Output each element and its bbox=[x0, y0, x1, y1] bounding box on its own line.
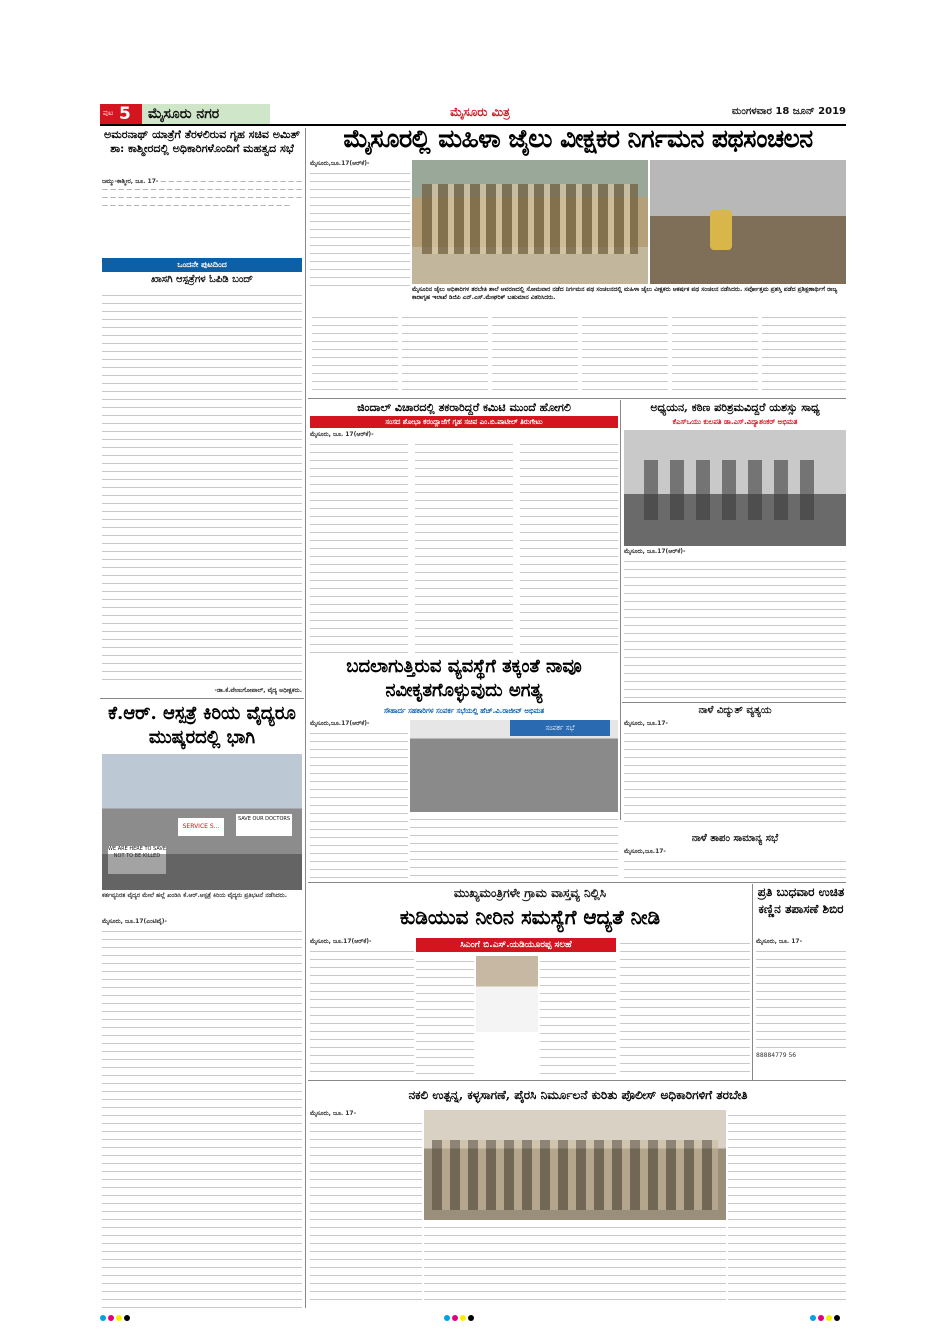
village-dateline: ಮೈಸೂರು, ಜೂ.17(ಆರ್‌ಕೆ)- bbox=[310, 938, 372, 945]
amit-shah-headline: ಅಮರನಾಥ್ ಯಾತ್ರೆಗೆ ತೆರಳಲಿರುವ ಗೃಹ ಸಚಿವ ಅಮಿತ್ ಶಾ: ಕಾಶ್ಮೀರದಲ್ಲಿ ಅಧಿಕಾರಿಗಳೊಂದಿಗೆ ಮಹತ್ವದ ಸಭೆ bbox=[104, 128, 300, 155]
village-body-2 bbox=[416, 956, 474, 1078]
jindal-headline: ಜಿಂದಾಲ್ ವಿಚಾರದಲ್ಲಿ ತಕರಾರಿದ್ದರೆ ಕಮಿಟಿ ಮುಂದೆ ಹೋಗಲಿ bbox=[357, 401, 571, 414]
registration-marks-left bbox=[100, 1306, 132, 1325]
kr-hospital-dateline: ಮೈಸೂರು, ಜೂ.17(ಎಂಟಿವೈ)- bbox=[102, 918, 168, 925]
change-subhead: ಸೌಹಾರ್ದ ಸಹಕಾರಿಗಳ ಸಂಪರ್ಕ ಸಭೆಯಲ್ಲಿ ಹೆಚ್.ವಿ.ರಾಜೀವ್ ಅಭಿಮತ bbox=[383, 707, 545, 715]
protest-sign-1: SERVICE S... bbox=[178, 818, 224, 836]
change-dateline: ಮೈಸೂರು,ಜೂ.17(ಆರ್‌ಕೆ)- bbox=[310, 720, 370, 727]
story2-signoff: -ಡಾ.ಕೆ.ವೇಣುಗೋಪಾಲ್, ವೈದ್ಯ ಅಧೀಕ್ಷಕರು. bbox=[214, 687, 302, 694]
police-body-right bbox=[728, 1110, 846, 1300]
power-dateline: ಮೈಸೂರು, ಜೂ.17- bbox=[624, 720, 669, 727]
doctors-protest-photo bbox=[102, 754, 302, 890]
study-dateline: ಮೈಸೂರು, ಜೂ.17(ಆರ್‌ಕೆ)- bbox=[624, 548, 686, 555]
page-label: ಪುಟ bbox=[103, 109, 114, 117]
change-photo bbox=[410, 720, 618, 812]
study-headline: ಅಧ್ಯಯನ, ಕಠಿಣ ಪರಿಶ್ರಮವಿದ್ದರೆ ಯಶಸ್ಸು ಸಾಧ್ಯ bbox=[650, 401, 820, 414]
main-story-columns bbox=[310, 312, 846, 396]
change-body-left bbox=[310, 720, 408, 880]
change-banner: ಸಂಪರ್ಕ ಸಭೆ bbox=[510, 720, 610, 736]
eye-camp-phone: 88884779 56 bbox=[756, 1052, 797, 1059]
story2-headline: ಖಾಸಗಿ ಆಸ್ಪತ್ರೆಗಳ ಓಪಿಡಿ ಬಂದ್ bbox=[150, 274, 253, 285]
paper-name: ಮೈಸೂರು ಮಿತ್ರ bbox=[450, 105, 510, 119]
story2-body bbox=[102, 290, 302, 685]
amit-shah-body: ಜಮ್ಮು-ಕಾಶ್ಮೀರ, ಜೂ. 17- — — — — — — — — — — — — — — — — — — — — — — — — — — — — — — — — — — — — — — — — — — — — — — — — — — — — — — — — — — — — — — — — — — — — — — — — — — — — — — — — — — — — — — — — — — — — bbox=[102, 178, 302, 209]
main-caption: ಮೈಸೂರಿನ ಜೈಲು ಅಧಿಕಾರಿಗಳ ತರಬೇತಿ ಶಾಲೆ ಆವರಣದಲ್ಲಿ ಸೋಮವಾರ ನಡೆದ ನಿರ್ಗಮನ ಪಥ ಸಂಚಲನದಲ್ಲಿ ಮಹಿಳಾ ಜೈಲು ವೀಕ್ಷಕರು ಆಕರ್ಷಕ ಪಥ ಸಂಚಲನ ನಡೆಸಿದರು. ಸರ್ವೋತ್ತಮ ಪ್ರಶಸ್ತಿ ಪಡೆದ ಪ್ರಶಿಕ್ಷಣಾರ್ಥಿಗೆ ರಾಜ್ಯ ಕಾರಾಗೃಹ ಇಲಾಖೆ ಡಿಜಿಪಿ ಎನ್.ಎಸ್.ಮೇಘರಿಕ್ ಬಹುಮಾನ ವಿತರಿಸಿದರು. bbox=[412, 286, 838, 301]
eye-camp-dateline: ಮೈಸೂರು, ಜೂ. 17- bbox=[756, 938, 803, 945]
yeddyurappa-photo bbox=[476, 956, 538, 1032]
protest-sign-2: SAVE OUR DOCTORS bbox=[236, 814, 292, 836]
page-number-badge bbox=[100, 104, 142, 124]
police-body-left bbox=[310, 1110, 422, 1300]
eye-camp-headline: ಪ್ರತಿ ಬುಧವಾರ ಉಚಿತ ಕಣ್ಣಿನ ತಪಾಸಣೆ ಶಿಬಿರ bbox=[757, 885, 845, 916]
story2-kicker: ಒಂದನೇ ಪುಟದಿಂದ bbox=[102, 258, 302, 272]
change-headline: ಬದಲಾಗುತ್ತಿರುವ ವ್ಯವಸ್ಥೆಗೆ ತಕ್ಕಂತೆ ನಾವೂ ನವೀಕೃತಗೊಳ್ಳುವುದು ಅಗತ್ಯ bbox=[346, 656, 582, 701]
study-subhead: ಕೆಎಸ್‌ಒಯು ಕುಲಪತಿ ಡಾ.ಎಸ್.ವಿದ್ಯಾಶಂಕರ್ ಅಭಿಮತ bbox=[672, 418, 798, 426]
village-body-4 bbox=[620, 938, 750, 1078]
village-headline: ಕುಡಿಯುವ ನೀರಿನ ಸಮಸ್ಯೆಗೆ ಆದ್ಯತೆ ನೀಡಿ bbox=[399, 905, 661, 929]
protest-caption: ಕರ್ತವ್ಯನಿರತ ವೈದ್ಯರ ಮೇಲೆ ಹಲ್ಲೆ ಖಂಡಿಸಿ ಕೆ.ಆರ್.ಆಸ್ಪತ್ರೆ ಕಿರಿಯ ವೈದ್ಯರು ಪ್ರತಿಭಟನೆ ನಡೆಸಿದರು. bbox=[102, 892, 288, 899]
section-name: ಮೈಸೂರು ನಗರ bbox=[142, 104, 270, 124]
eye-camp-body bbox=[756, 938, 846, 1070]
kr-hospital-body bbox=[102, 918, 302, 1308]
study-body bbox=[624, 548, 846, 700]
registration-marks-center bbox=[444, 1306, 476, 1325]
police-dateline: ಮೈಸೂರು, ಜೂ. 17- bbox=[310, 1110, 357, 1117]
registration-marks-right bbox=[810, 1306, 842, 1325]
village-kicker: ಮುಖ್ಯಮಂತ್ರಿಗಳೇ ಗ್ರಾಮ ವಾಸ್ತವ್ಯ ನಿಲ್ಲಿಸಿ bbox=[453, 886, 607, 900]
amit-shah-dateline: ಜಮ್ಮು-ಕಾಶ್ಮೀರ, ಜೂ. 17- bbox=[102, 178, 159, 185]
main-story-body bbox=[310, 160, 410, 286]
jindal-subhead: ಸಂಸದ ಶೋಭಾ ಕರಂದ್ಲಾಜೆಗೆ ಗೃಹ ಸಚಿವ ಎಂ.ಬಿ.ಪಾಟೀಲ್ ತಿರುಗೇಟು bbox=[310, 416, 618, 428]
parade-photo bbox=[412, 160, 648, 284]
power-body bbox=[624, 720, 846, 828]
main-dateline: ಮೈಸೂರು,ಜೂ.17(ಆರ್‌ಕೆ)- bbox=[310, 160, 370, 167]
village-subhead: ಸಿಎಂಗೆ ಬಿ.ಎಸ್.ಯಡಿಯೂರಪ್ಪ ಸಲಹೆ bbox=[416, 938, 616, 952]
police-body-bottom bbox=[424, 1222, 726, 1300]
police-headline: ನಕಲಿ ಉತ್ಪನ್ನ, ಕಳ್ಳಸಾಗಣೆ, ಪೈರಸಿ ನಿರ್ಮೂಲನೆ ಕುರಿತು ಪೊಲೀಸ್ ಅಧಿಕಾರಿಗಳಿಗೆ ತರಬೇತಿ bbox=[408, 1088, 748, 1102]
issue-date: ಮಂಗಳವಾರ 18 ಜೂನ್ 2019 bbox=[731, 106, 846, 117]
village-body-1 bbox=[310, 938, 414, 1078]
meeting-body bbox=[624, 848, 846, 878]
kr-hospital-headline: ಕೆ.ಆರ್. ಆಸ್ಪತ್ರೆ ಕಿರಿಯ ವೈದ್ಯರೂ ಮುಷ್ಕರದಲ್ಲಿ ಭಾಗಿ bbox=[108, 703, 296, 748]
protest-sign-3: WE ARE HERE TO SAVE NOT TO BE KILLED bbox=[108, 846, 166, 874]
award-photo bbox=[650, 160, 846, 284]
meeting-dateline: ಮೈಸೂರು,ಜೂ.17- bbox=[624, 848, 666, 855]
study-photo bbox=[624, 430, 846, 546]
main-headline: ಮೈಸೂರಲ್ಲಿ ಮಹಿಳಾ ಜೈಲು ವೀಕ್ಷಕರ ನಿರ್ಗಮನ ಪಥಸಂಚಲನ bbox=[343, 124, 813, 153]
police-group-photo bbox=[424, 1110, 726, 1220]
meeting-headline: ನಾಳೆ ತಾಪಂ ಸಾಮಾನ್ಯ ಸಭೆ bbox=[691, 833, 779, 844]
power-headline: ನಾಳೆ ವಿದ್ಯುತ್ ವ್ಯತ್ಯಯ bbox=[698, 705, 772, 716]
village-body-3 bbox=[540, 956, 616, 1078]
jindal-dateline: ಮೈಸೂರು, ಜೂ. 17(ಆರ್‌ಕೆ)- bbox=[310, 431, 374, 438]
page-number: 5 bbox=[119, 104, 131, 124]
jindal-body bbox=[310, 431, 618, 653]
change-body-right bbox=[410, 814, 618, 880]
